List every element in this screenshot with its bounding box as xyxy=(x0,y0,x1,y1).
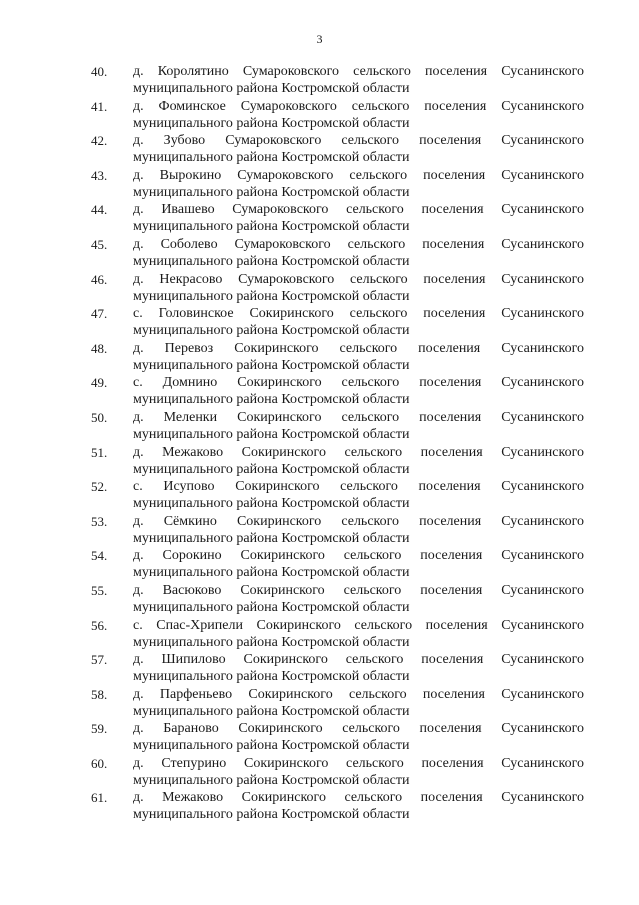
list-item xyxy=(0,374,639,409)
item-text-line-2: муниципального района Костромской области xyxy=(133,184,410,200)
list-item xyxy=(0,167,639,202)
list-item xyxy=(0,651,639,686)
item-number: 55. xyxy=(91,582,108,598)
item-text-line-1: д. Шипилово Сокиринского сельского поселения Сусанинского xyxy=(133,652,584,668)
item-text-line-1: д. Вырокино Сумароковского сельского поселения Сусанинского xyxy=(133,167,584,183)
item-text-line-2: муниципального района Костромской области xyxy=(133,219,410,235)
item-number: 48. xyxy=(91,340,108,356)
list-item xyxy=(0,478,639,513)
item-text-line-1: с. Исупово Сокиринского сельского поселения Сусанинского xyxy=(133,479,584,495)
item-text-line-1: д. Перевоз Сокиринского сельского поселения Сусанинского xyxy=(133,340,584,356)
item-number: 47. xyxy=(91,306,108,322)
item-text-line-1: д. Межаково Сокиринского сельского поселения Сусанинского xyxy=(133,790,584,806)
item-number: 58. xyxy=(91,686,108,702)
item-number: 49. xyxy=(91,375,108,391)
item-text-line-2: муниципального района Костромской области xyxy=(133,288,410,304)
list-item xyxy=(0,547,639,582)
item-number: 44. xyxy=(91,202,108,218)
item-text-line-2: муниципального района Костромской области xyxy=(133,81,410,96)
item-text-line-2: муниципального района Костромской области xyxy=(133,738,410,754)
item-number: 59. xyxy=(91,721,108,737)
item-number: 43. xyxy=(91,167,108,183)
item-number: 42. xyxy=(91,133,108,149)
item-text-line-1: д. Королятино Сумароковского сельского поселения Сусанинского xyxy=(133,64,584,79)
item-text-line-2: муниципального района Костромской области xyxy=(133,150,410,166)
item-text-line-1: с. Домнино Сокиринского сельского поселения Сусанинского xyxy=(133,375,584,391)
list-item xyxy=(0,305,639,340)
item-text-line-1: с. Спас-Хрипели Сокиринского сельского поселения Сусанинского xyxy=(133,617,584,633)
item-text-line-2: муниципального района Костромской области xyxy=(133,357,410,373)
list-item xyxy=(0,444,639,479)
item-text-line-1: д. Соболево Сумароковского сельского поселения Сусанинского xyxy=(133,236,584,252)
item-number: 56. xyxy=(91,617,108,633)
item-number: 57. xyxy=(91,652,108,668)
item-number: 61. xyxy=(91,790,108,806)
list-item xyxy=(0,582,639,617)
item-text-line-2: муниципального района Костромской области xyxy=(133,461,410,477)
item-number: 51. xyxy=(91,444,108,460)
item-text-line-1: д. Фоминское Сумароковского сельского поселения Сусанинского xyxy=(133,98,584,114)
item-number: 52. xyxy=(91,479,108,495)
item-number: 60. xyxy=(91,755,108,771)
item-text-line-2: муниципального района Костромской области xyxy=(133,530,410,546)
item-text-line-2: муниципального района Костромской области xyxy=(133,669,410,685)
item-text-line-1: д. Межаково Сокиринского сельского поселения Сусанинского xyxy=(133,444,584,460)
item-number: 46. xyxy=(91,271,108,287)
item-text-line-2: муниципального района Костромской области xyxy=(133,115,410,131)
item-text-line-1: д. Васюково Сокиринского сельского поселения Сусанинского xyxy=(133,582,584,598)
list-item xyxy=(0,513,639,548)
item-text-line-2: муниципального района Костромской области xyxy=(133,392,410,408)
list-item xyxy=(0,755,639,790)
list-item xyxy=(0,409,639,444)
item-text-line-1: д. Сёмкино Сокиринского сельского поселения Сусанинского xyxy=(133,513,584,529)
item-number: 50. xyxy=(91,409,108,425)
item-number: 41. xyxy=(91,98,108,114)
item-text-line-1: д. Ивашево Сумароковского сельского поселения Сусанинского xyxy=(133,202,584,218)
item-text-line-2: муниципального района Костромской области xyxy=(133,496,410,512)
item-text-line-1: с. Головинское Сокиринского сельского поселения Сусанинского xyxy=(133,306,584,322)
item-text-line-1: д. Сорокино Сокиринского сельского поселения Сусанинского xyxy=(133,548,584,564)
list-item xyxy=(0,98,639,133)
item-text-line-1: д. Степурино Сокиринского сельского поселения Сусанинского xyxy=(133,755,584,771)
item-text-line-1: д. Парфеньево Сокиринского сельского поселения Сусанинского xyxy=(133,686,584,702)
item-text-line-1: д. Некрасово Сумароковского сельского поселения Сусанинского xyxy=(133,271,584,287)
item-text-line-2: муниципального района Костромской области xyxy=(133,323,410,339)
item-text-line-2: муниципального района Костромской области xyxy=(133,772,410,788)
list-item xyxy=(0,789,639,824)
item-number: 54. xyxy=(91,548,108,564)
list-item xyxy=(0,63,639,98)
item-text-line-2: муниципального района Костромской области xyxy=(133,634,410,650)
item-text-line-2: муниципального района Костромской области xyxy=(133,565,410,581)
list-item xyxy=(0,617,639,652)
item-text-line-2: муниципального района Костромской области xyxy=(133,426,410,442)
list-item xyxy=(0,720,639,755)
item-text-line-2: муниципального района Костромской области xyxy=(133,599,410,615)
item-number: 45. xyxy=(91,236,108,252)
item-text-line-2: муниципального района Костромской области xyxy=(133,703,410,719)
item-text-line-1: д. Бараново Сокиринского сельского поселения Сусанинского xyxy=(133,721,584,737)
item-text-line-2: муниципального района Костромской области xyxy=(133,253,410,269)
list-item xyxy=(0,236,639,271)
settlement-list xyxy=(0,63,639,824)
item-number: 40. xyxy=(91,64,108,79)
item-text-line-1: д. Зубово Сумароковского сельского поселения Сусанинского xyxy=(133,133,584,149)
item-text-line-2: муниципального района Костромской области xyxy=(133,807,410,823)
list-item xyxy=(0,271,639,306)
list-item xyxy=(0,340,639,375)
list-item xyxy=(0,686,639,721)
list-item xyxy=(0,132,639,167)
item-number: 53. xyxy=(91,513,108,529)
page-number: 3 xyxy=(316,32,323,46)
list-item xyxy=(0,201,639,236)
item-text-line-1: д. Меленки Сокиринского сельского поселения Сусанинского xyxy=(133,409,584,425)
